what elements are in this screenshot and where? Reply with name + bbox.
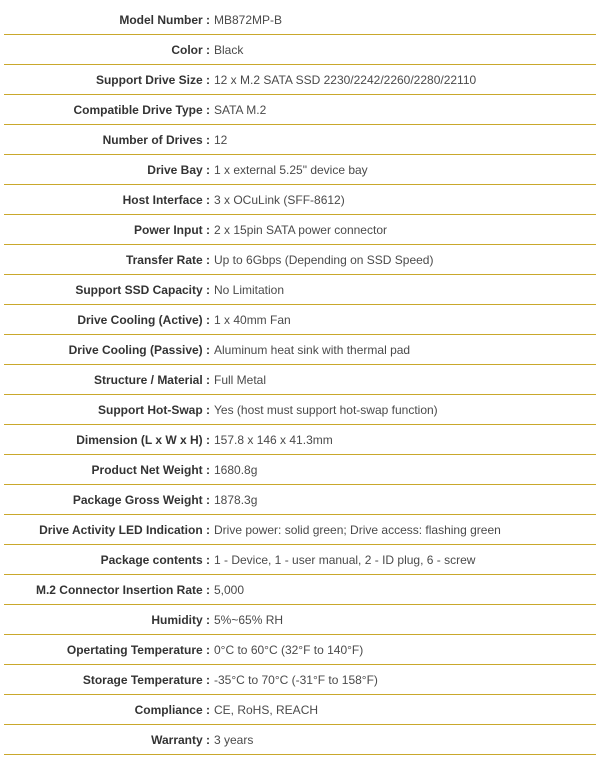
spec-label: Humidity : bbox=[151, 612, 210, 627]
spec-row bbox=[4, 575, 596, 605]
spec-row bbox=[4, 455, 596, 485]
spec-value: 1878.3g bbox=[214, 492, 258, 507]
spec-value: 2 x 15pin SATA power connector bbox=[214, 222, 387, 237]
spec-row bbox=[4, 305, 596, 335]
spec-value: 1 - Device, 1 - user manual, 2 - ID plug, 6 - screw bbox=[214, 552, 476, 567]
spec-value: Drive power: solid green; Drive access: flashing green bbox=[214, 522, 501, 537]
spec-row bbox=[4, 95, 596, 125]
spec-label: Power Input : bbox=[134, 222, 210, 237]
spec-label: Support Hot-Swap : bbox=[98, 402, 210, 417]
spec-value: MB872MP-B bbox=[214, 12, 283, 27]
spec-row bbox=[4, 485, 596, 515]
spec-row bbox=[4, 155, 596, 185]
spec-value: 12 x M.2 SATA SSD 2230/2242/2260/2280/22110 bbox=[214, 72, 477, 87]
spec-value: Aluminum heat sink with thermal pad bbox=[214, 342, 411, 357]
spec-label: Opertating Temperature : bbox=[66, 642, 210, 657]
spec-row bbox=[4, 125, 596, 155]
spec-row bbox=[4, 725, 596, 755]
spec-value: 1 x 40mm Fan bbox=[214, 312, 291, 327]
spec-label: Drive Cooling (Active) : bbox=[77, 312, 210, 327]
spec-row bbox=[4, 35, 596, 65]
spec-value: 157.8 x 146 x 41.3mm bbox=[214, 432, 333, 447]
spec-label: Package Gross Weight : bbox=[72, 492, 210, 507]
spec-row bbox=[4, 275, 596, 305]
spec-row bbox=[4, 395, 596, 425]
spec-value: 3 x OCuLink (SFF-8612) bbox=[214, 192, 345, 207]
spec-label: Transfer Rate : bbox=[125, 252, 210, 267]
spec-row bbox=[4, 185, 596, 215]
spec-label: Drive Bay : bbox=[147, 162, 210, 177]
spec-label: Compatible Drive Type : bbox=[73, 102, 210, 117]
spec-row bbox=[4, 5, 596, 35]
spec-label: Storage Temperature : bbox=[82, 672, 210, 687]
spec-row bbox=[4, 515, 596, 545]
spec-label: Color : bbox=[171, 42, 210, 57]
spec-label: Dimension (L x W x H) : bbox=[76, 432, 210, 447]
spec-value: 3 years bbox=[214, 732, 254, 747]
spec-row bbox=[4, 245, 596, 275]
spec-row bbox=[4, 635, 596, 665]
spec-value: 5%~65% RH bbox=[214, 612, 284, 627]
spec-value: CE, RoHS, REACH bbox=[214, 702, 319, 717]
spec-label: M.2 Connector Insertion Rate : bbox=[35, 582, 210, 597]
spec-value: Black bbox=[214, 42, 244, 57]
spec-label: Warranty : bbox=[151, 732, 210, 747]
spec-value: 0°C to 60°C (32°F to 140°F) bbox=[214, 642, 364, 657]
spec-row bbox=[4, 695, 596, 725]
spec-label: Package contents : bbox=[100, 552, 210, 567]
spec-value: No Limitation bbox=[214, 282, 285, 297]
spec-row bbox=[4, 65, 596, 95]
spec-label: Structure / Material : bbox=[93, 372, 210, 387]
spec-label: Support Drive Size : bbox=[95, 72, 210, 87]
spec-row bbox=[4, 335, 596, 365]
spec-table bbox=[4, 5, 596, 755]
spec-value: 5,000 bbox=[214, 582, 245, 597]
spec-value: -35°C to 70°C (-31°F to 158°F) bbox=[214, 672, 378, 687]
spec-value: Full Metal bbox=[214, 372, 267, 387]
spec-label: Product Net Weight : bbox=[91, 462, 210, 477]
spec-value: 1 x external 5.25" device bay bbox=[214, 162, 368, 177]
spec-value: SATA M.2 bbox=[214, 102, 267, 117]
spec-row bbox=[4, 545, 596, 575]
spec-label: Number of Drives : bbox=[102, 132, 210, 147]
spec-value: 1680.8g bbox=[214, 462, 258, 477]
spec-row bbox=[4, 215, 596, 245]
spec-value: Up to 6Gbps (Depending on SSD Speed) bbox=[214, 252, 434, 267]
spec-row bbox=[4, 605, 596, 635]
spec-row bbox=[4, 425, 596, 455]
spec-row bbox=[4, 665, 596, 695]
spec-row bbox=[4, 365, 596, 395]
spec-label: Host Interface : bbox=[122, 192, 210, 207]
spec-label: Compliance : bbox=[134, 702, 210, 717]
spec-label: Support SSD Capacity : bbox=[75, 282, 210, 297]
spec-label: Model Number : bbox=[119, 12, 210, 27]
spec-value: Yes (host must support hot-swap function) bbox=[214, 402, 438, 417]
spec-label: Drive Cooling (Passive) : bbox=[68, 342, 210, 357]
spec-label: Drive Activity LED Indication : bbox=[39, 522, 210, 537]
spec-value: 12 bbox=[214, 132, 228, 147]
